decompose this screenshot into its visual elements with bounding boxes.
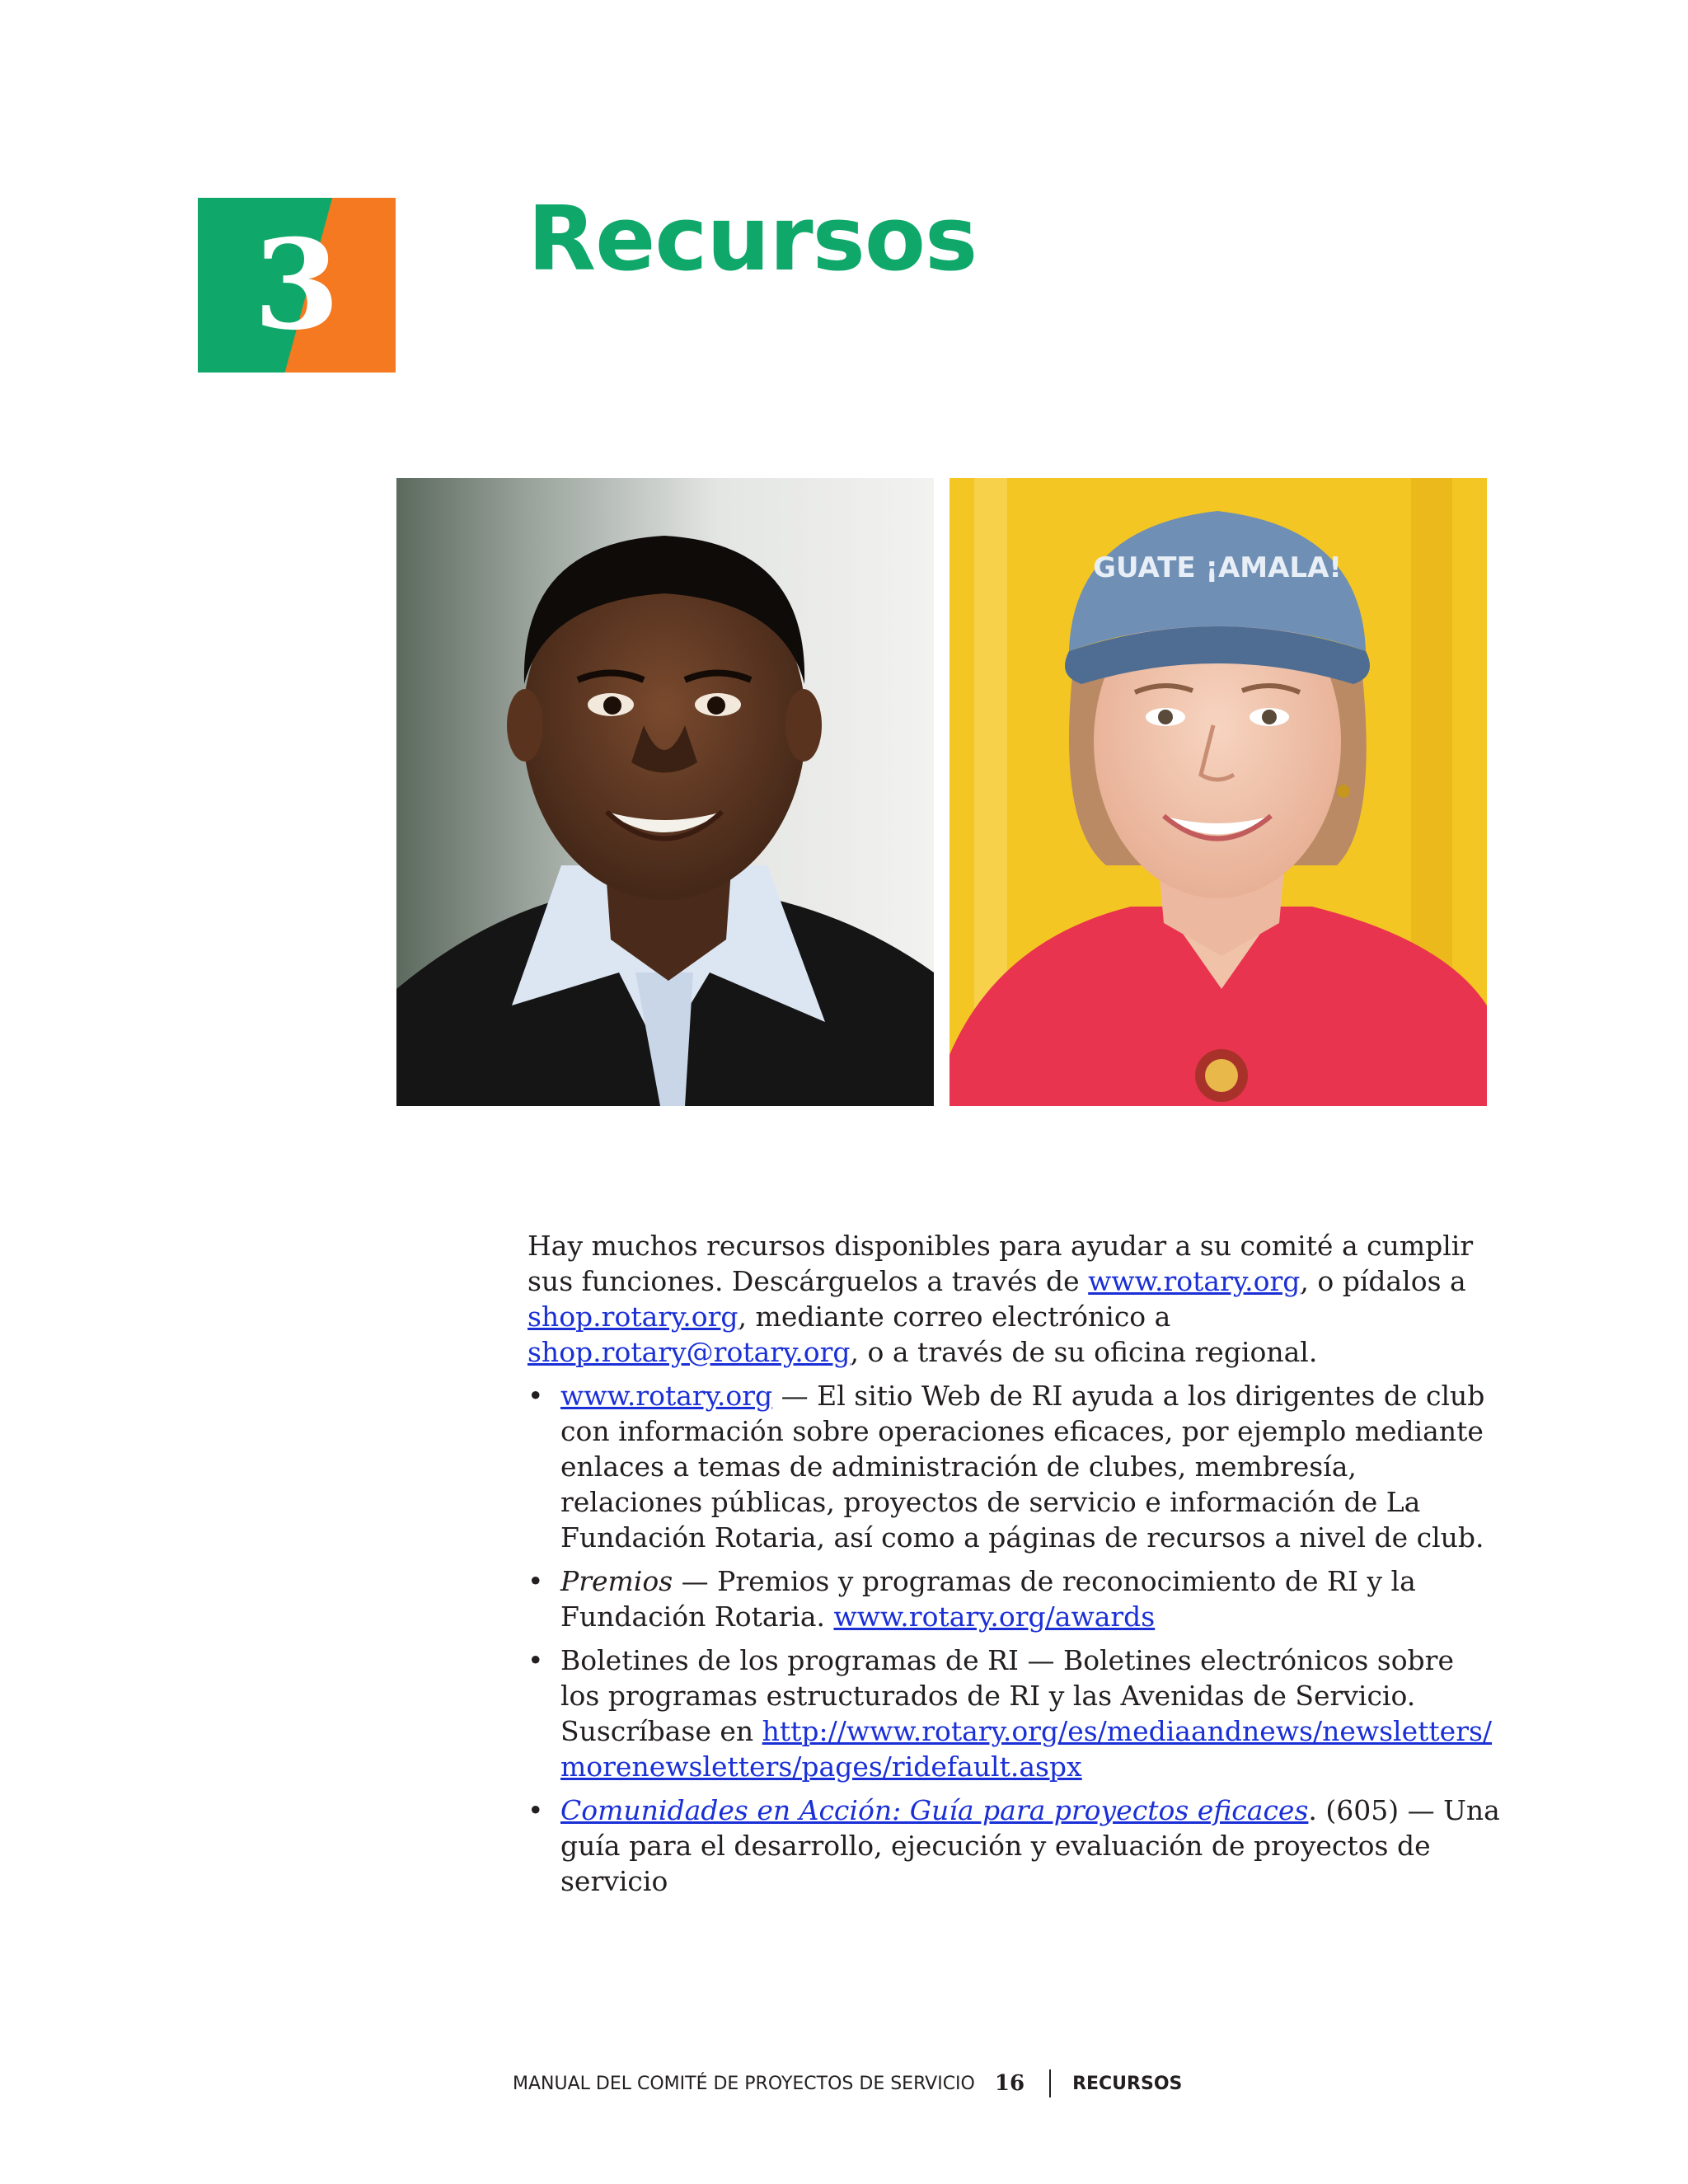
- link-newsletters[interactable]: http://www.rotary.org/es/mediaandnews/newsletters/morenewsletters/pages/ridefault.aspx: [560, 1715, 1493, 1783]
- bullet: •: [528, 1794, 544, 1826]
- list-item: [528, 1563, 1500, 1634]
- intro-text-1: Hay muchos recursos disponibles para ayudar a su comité a cumplir sus funciones. Descárguelos a través de: [528, 1230, 1474, 1297]
- page-footer: [513, 2067, 1182, 2100]
- link-rotary-org-item[interactable]: www.rotary.org: [560, 1380, 773, 1412]
- cap-lettering: GUATE ¡AMALA!: [1093, 551, 1342, 584]
- bullet: •: [528, 1565, 544, 1597]
- link-shop-rotary-org[interactable]: shop.rotary.org: [528, 1301, 738, 1333]
- list-item: [528, 1643, 1500, 1784]
- item-text: Boletines de los programas de RI — Boletines electrónicos sobre los programas estructurados de RI y las Avenidas de Servicio. Suscríbase en: [560, 1644, 1454, 1747]
- item-text: . (605) — Una guía para el desarrollo, ejecución y evaluación de proyectos de servicio: [560, 1794, 1500, 1897]
- list-item: [528, 1378, 1500, 1555]
- footer-section: RECURSOS: [1072, 2073, 1183, 2094]
- bullet: •: [528, 1644, 544, 1676]
- chapter-number-box: [198, 198, 396, 373]
- photo-young-man-illustration: [396, 478, 934, 1106]
- link-comunidades-guide[interactable]: Comunidades en Acción: Guía para proyectos eficaces: [560, 1794, 1309, 1826]
- footer-divider: [1049, 2069, 1051, 2097]
- footer-manual-title: MANUAL DEL COMITÉ DE PROYECTOS DE SERVICIO: [513, 2073, 975, 2094]
- item-title: Premios: [560, 1565, 673, 1597]
- bullet: •: [528, 1380, 544, 1412]
- list-item: [528, 1793, 1500, 1899]
- photo-young-woman-illustration: [950, 478, 1487, 1106]
- chapter-number: 3: [253, 213, 340, 358]
- page-title: Recursos: [528, 188, 978, 291]
- item-text: — Premios y programas de reconocimiento de RI y la Fundación Rotaria.: [560, 1565, 1416, 1633]
- intro-text-3: , mediante correo electrónico a: [738, 1301, 1171, 1333]
- intro-text-4: , o a través de su oficina regional.: [850, 1336, 1318, 1368]
- link-rotary-org[interactable]: www.rotary.org: [1088, 1265, 1301, 1297]
- link-awards[interactable]: www.rotary.org/awards: [833, 1601, 1156, 1633]
- photo-young-woman: [950, 478, 1487, 1106]
- link-shop-email[interactable]: shop.rotary@rotary.org: [528, 1336, 851, 1368]
- intro-paragraph: [528, 1228, 1500, 1370]
- item-text: — El sitio Web de RI ayuda a los dirigentes de club con información sobre operaciones eficaces, por ejemplo mediante enlaces a temas de administración de clubes, membresía, relaciones públicas, proyectos de servicio e información de La Fundación Rotaria, así como a páginas de recursos a nivel de club.: [560, 1380, 1485, 1554]
- photo-young-man: [396, 478, 934, 1106]
- body-text: [528, 1228, 1500, 1907]
- intro-text-2: , o pídalos a: [1300, 1265, 1466, 1297]
- page-number: 16: [994, 2071, 1025, 2096]
- resources-list: [528, 1378, 1500, 1899]
